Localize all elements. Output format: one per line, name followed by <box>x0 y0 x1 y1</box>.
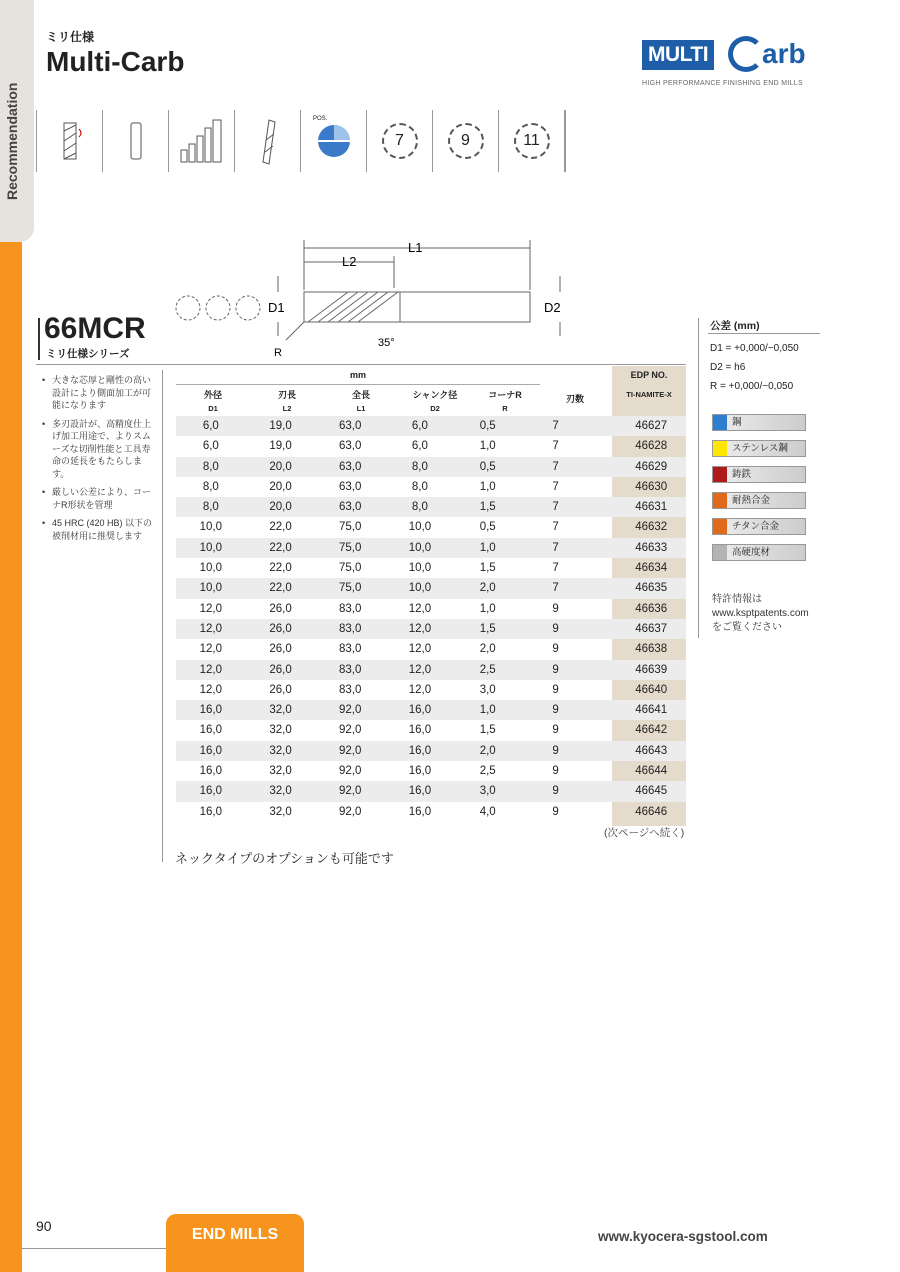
edp-cell: 46635 <box>635 582 668 595</box>
tolerance-d1: D1 = +0,000/−0,050 <box>710 343 799 354</box>
material-item <box>712 466 806 483</box>
feature-item: • 多刃設計が、高精度仕上げ加工用途で、よりスムーズな切削性能と工具寿命の延長をもたらします。 <box>40 418 155 481</box>
side-label: Recommendation <box>4 82 20 200</box>
table-cell: 16,0 <box>199 785 223 798</box>
table-row <box>176 538 686 558</box>
table-cell: 7 <box>552 501 559 514</box>
table-cell: 26,0 <box>269 602 292 615</box>
table-cell: 10,0 <box>199 582 223 595</box>
table-cell: 6,0 <box>411 440 428 453</box>
edp-cell: 46638 <box>635 643 668 656</box>
table-cell: 63,0 <box>339 460 362 473</box>
flute-count-9-icon: 9 <box>432 110 498 172</box>
table-cell: 12,0 <box>408 683 432 696</box>
table-cell: 16,0 <box>408 744 432 757</box>
table-cell: 1,5 <box>479 562 496 575</box>
col-header: 刃長 L2 <box>277 390 296 413</box>
table-cell: 1,5 <box>479 724 496 737</box>
table-cell: 8,0 <box>411 501 428 514</box>
table-cell: 75,0 <box>339 521 362 534</box>
table-cell: 12,0 <box>199 622 223 635</box>
table-cell: 7 <box>552 480 559 493</box>
feature-item: • 厳しい公差により、コーナR形状を管理 <box>40 486 155 511</box>
table-cell: 3,0 <box>479 683 496 696</box>
logo-tagline: HIGH PERFORMANCE FINISHING END MILLS <box>642 80 803 87</box>
table-cell: 9 <box>552 785 559 798</box>
table-cell: 9 <box>552 704 559 717</box>
material-label: 耐熱合金 <box>732 495 771 506</box>
dim-l1: L1 <box>408 240 423 255</box>
table-row <box>176 700 686 720</box>
table-cell: 12,0 <box>408 602 432 615</box>
feature-item: • 45 HRC (420 HB) 以下の被削材用に推奨します <box>40 517 155 542</box>
edp-cell: 46645 <box>635 785 668 798</box>
table-cell: 9 <box>552 683 559 696</box>
table-cell: 10,0 <box>408 562 432 575</box>
table-cell: 16,0 <box>408 724 432 737</box>
table-cell: 22,0 <box>269 582 292 595</box>
table-cell: 16,0 <box>408 805 432 818</box>
helix-angle-icon <box>36 110 102 172</box>
table-row <box>176 660 686 680</box>
material-label: 鋳鉄 <box>732 469 752 480</box>
table-cell: 92,0 <box>339 724 362 737</box>
table-cell: 8,0 <box>202 480 219 493</box>
table-cell: 10,0 <box>199 562 223 575</box>
table-cell: 26,0 <box>269 622 292 635</box>
table-cell: 16,0 <box>199 765 223 778</box>
edp-cell: 46632 <box>635 521 668 534</box>
length-variants-icon <box>168 110 234 172</box>
column-divider <box>162 370 163 862</box>
table-cell: 2,0 <box>479 744 496 757</box>
edp-cell: 46627 <box>635 420 668 432</box>
material-swatch <box>713 415 727 430</box>
table-cell: 1,0 <box>479 541 496 554</box>
unit-label: mm <box>349 370 366 380</box>
flute-helix-icon <box>234 110 300 172</box>
table-cell: 83,0 <box>339 663 362 676</box>
edp-cell: 46640 <box>635 683 668 696</box>
material-swatch <box>713 493 727 508</box>
material-swatch <box>713 441 727 456</box>
table-cell: 0,5 <box>479 460 496 473</box>
product-series: ミリ仕様シリーズ <box>46 348 130 360</box>
table-cell: 83,0 <box>339 622 362 635</box>
table-cell: 75,0 <box>339 582 362 595</box>
dim-r: R <box>274 347 282 356</box>
pos-rake-icon <box>300 110 366 172</box>
table-cell: 63,0 <box>339 501 362 514</box>
footer-url[interactable]: www.kyocera-sgstool.com <box>598 1229 768 1244</box>
table-cell: 83,0 <box>339 602 362 615</box>
table-cell: 8,0 <box>202 501 219 514</box>
material-item <box>712 440 806 457</box>
table-cell: 26,0 <box>269 663 292 676</box>
table-row <box>176 578 686 598</box>
table-cell: 32,0 <box>269 704 292 717</box>
edp-cell: 46639 <box>635 663 668 676</box>
col-header: シャンク径 D2 <box>412 390 458 413</box>
table-cell: 9 <box>552 663 559 676</box>
edp-coating: TI-NAMITE-X <box>626 390 672 399</box>
table-cell: 16,0 <box>199 724 223 737</box>
feature-icon-strip <box>36 110 566 172</box>
material-label: チタン合金 <box>732 521 780 532</box>
table-cell: 20,0 <box>269 460 292 473</box>
table-cell: 32,0 <box>269 805 292 818</box>
logo-carb: arb <box>762 38 806 69</box>
edp-cell: 46641 <box>635 704 668 717</box>
table-cell: 9 <box>552 622 559 635</box>
material-label: ステンレス鋼 <box>732 443 788 454</box>
table-cell: 10,0 <box>408 582 432 595</box>
material-item <box>712 414 806 431</box>
edp-cell: 46634 <box>635 562 668 575</box>
col-header: コーナR R <box>488 390 522 413</box>
shank-icon <box>102 110 168 172</box>
material-label: 高硬度材 <box>732 547 771 558</box>
table-cell: 12,0 <box>408 663 432 676</box>
table-cell: 12,0 <box>408 622 432 635</box>
table-cell: 9 <box>552 805 559 818</box>
table-cell: 12,0 <box>199 602 223 615</box>
table-cell: 7 <box>552 541 559 554</box>
table-cell: 1,5 <box>479 622 496 635</box>
table-cell: 2,5 <box>479 765 496 778</box>
table-cell: 10,0 <box>408 541 432 554</box>
pos-label: POS. <box>313 116 328 122</box>
table-cell: 9 <box>552 724 559 737</box>
col-header: 全長 L1 <box>351 390 370 413</box>
table-cell: 32,0 <box>269 785 292 798</box>
material-item <box>712 492 806 509</box>
material-swatch <box>713 545 727 560</box>
table-cell: 16,0 <box>199 805 223 818</box>
logo-multi: MULTI <box>642 40 714 70</box>
icon-strip-end <box>564 110 566 172</box>
table-cell: 6,0 <box>202 420 219 432</box>
table-cell: 0,5 <box>479 420 496 432</box>
table-row <box>176 619 686 639</box>
table-cell: 32,0 <box>269 744 292 757</box>
table-cell: 92,0 <box>339 744 362 757</box>
table-row <box>176 761 686 781</box>
table-cell: 75,0 <box>339 562 362 575</box>
table-cell: 9 <box>552 744 559 757</box>
edp-cell: 46633 <box>635 541 668 554</box>
table-cell: 7 <box>552 460 559 473</box>
table-cell: 6,0 <box>411 420 428 432</box>
table-cell: 83,0 <box>339 683 362 696</box>
continued-note: (次ページへ続く) <box>604 827 685 839</box>
edp-header: EDP NO. <box>630 370 668 380</box>
table-row <box>176 457 686 477</box>
tolerance-title: 公差 (mm) <box>710 320 760 332</box>
table-row <box>176 436 686 456</box>
product-divider <box>36 364 686 365</box>
edp-cell: 46630 <box>635 480 668 493</box>
tolerance-rule <box>708 333 820 334</box>
table-cell: 2,0 <box>479 643 496 656</box>
feature-item: • 大きな芯厚と剛性の高い設計により側面加工が可能になります <box>40 374 155 412</box>
table-cell: 12,0 <box>408 643 432 656</box>
table-cell: 16,0 <box>408 765 432 778</box>
table-cell: 22,0 <box>269 521 292 534</box>
table-row <box>176 639 686 659</box>
table-cell: 75,0 <box>339 541 362 554</box>
table-cell: 26,0 <box>269 683 292 696</box>
dim-d2: D2 <box>544 300 561 315</box>
table-cell: 8,0 <box>202 460 219 473</box>
edp-cell: 46628 <box>635 440 668 453</box>
tolerance-r: R = +0,000/−0,050 <box>710 381 794 392</box>
table-row <box>176 599 686 619</box>
table-cell: 7 <box>552 420 559 432</box>
table-cell: 1,0 <box>479 480 496 493</box>
page-number: 90 <box>36 1218 52 1234</box>
table-cell: 19,0 <box>269 420 292 432</box>
page-title: Multi-Carb <box>46 46 185 77</box>
table-cell: 1,0 <box>479 440 496 453</box>
edp-cell: 46643 <box>635 744 668 757</box>
dim-angle: 35° <box>378 337 395 349</box>
table-cell: 7 <box>552 582 559 595</box>
table-cell: 2,5 <box>479 663 496 676</box>
table-cell: 10,0 <box>199 521 223 534</box>
dim-d1: D1 <box>268 300 285 315</box>
table-cell: 9 <box>552 765 559 778</box>
brand-logo <box>642 36 812 92</box>
table-cell: 4,0 <box>479 805 496 818</box>
table-cell: 2,0 <box>479 582 496 595</box>
table-cell: 63,0 <box>339 480 362 493</box>
product-code: 66MCR <box>44 312 146 345</box>
table-cell: 22,0 <box>269 541 292 554</box>
header-subtitle: ミリ仕様 <box>46 30 95 44</box>
table-cell: 16,0 <box>408 704 432 717</box>
table-row <box>176 477 686 497</box>
neck-note: ネックタイプのオプションも可能です <box>175 851 394 866</box>
table-cell: 7 <box>552 562 559 575</box>
flute-count-11-icon: 11 <box>498 110 564 172</box>
table-cell: 92,0 <box>339 765 362 778</box>
table-cell: 9 <box>552 602 559 615</box>
table-row <box>176 558 686 578</box>
material-swatch <box>713 519 727 534</box>
table-cell: 63,0 <box>339 440 362 453</box>
edp-cell: 46637 <box>635 622 668 635</box>
logo-ring-icon <box>728 36 764 72</box>
table-row <box>176 741 686 761</box>
table-cell: 19,0 <box>269 440 292 453</box>
table-cell: 8,0 <box>411 480 428 493</box>
title-bar <box>38 318 40 360</box>
patent-url[interactable]: www.ksptpatents.com <box>712 608 809 619</box>
table-cell: 32,0 <box>269 724 292 737</box>
table-cell: 10,0 <box>199 541 223 554</box>
section-tab: END MILLS <box>166 1214 304 1272</box>
table-cell: 92,0 <box>339 805 362 818</box>
table-row <box>176 720 686 740</box>
table-cell: 9 <box>552 643 559 656</box>
table-cell: 26,0 <box>269 643 292 656</box>
table-cell: 6,0 <box>202 440 219 453</box>
table-row <box>176 781 686 801</box>
table-cell: 20,0 <box>269 480 292 493</box>
table-cell: 16,0 <box>199 744 223 757</box>
table-cell: 16,0 <box>408 785 432 798</box>
table-cell: 1,0 <box>479 704 496 717</box>
table-body <box>176 416 686 822</box>
edp-cell: 46644 <box>635 765 668 778</box>
table-cell: 92,0 <box>339 704 362 717</box>
edp-cell: 46636 <box>635 602 668 615</box>
flute-count-7-icon: 7 <box>366 110 432 172</box>
feature-list <box>40 374 155 548</box>
table-cell: 10,0 <box>408 521 432 534</box>
table-cell: 16,0 <box>199 704 223 717</box>
table-cell: 92,0 <box>339 785 362 798</box>
footer-rule <box>22 1248 168 1249</box>
table-cell: 20,0 <box>269 501 292 514</box>
table-cell: 83,0 <box>339 643 362 656</box>
table-cell: 63,0 <box>339 420 362 432</box>
edp-cell: 46646 <box>635 805 668 818</box>
table-cell: 0,5 <box>479 521 496 534</box>
table-cell: 1,5 <box>479 501 496 514</box>
table-cell: 1,0 <box>479 602 496 615</box>
edp-cell: 46631 <box>635 501 668 514</box>
unit-rule <box>176 384 540 385</box>
col-header: 刃数 <box>565 394 584 404</box>
table-cell: 12,0 <box>199 663 223 676</box>
table-row <box>176 416 686 436</box>
table-cell: 7 <box>552 521 559 534</box>
table-cell: 22,0 <box>269 562 292 575</box>
material-item <box>712 518 806 535</box>
material-label: 鋼 <box>732 417 742 428</box>
table-cell: 8,0 <box>411 460 428 473</box>
right-divider <box>698 318 699 638</box>
table-cell: 3,0 <box>479 785 496 798</box>
table-cell: 32,0 <box>269 765 292 778</box>
tool-drawing <box>168 236 588 356</box>
col-header: 外径 D1 <box>203 390 222 413</box>
table-row <box>176 680 686 700</box>
table-row <box>176 497 686 517</box>
table-row <box>176 517 686 537</box>
side-band <box>0 242 22 1272</box>
material-swatch <box>713 467 727 482</box>
dim-l2: L2 <box>342 254 357 269</box>
table-cell: 12,0 <box>199 643 223 656</box>
material-item <box>712 544 806 561</box>
patent-info: 特許情報は www.ksptpatents.com をご覧ください <box>712 594 809 633</box>
edp-cell: 46629 <box>635 460 668 473</box>
table-cell: 7 <box>552 440 559 453</box>
table-cell: 12,0 <box>199 683 223 696</box>
edp-cell: 46642 <box>635 724 668 737</box>
table-row <box>176 802 686 822</box>
tolerance-d2: D2 = h6 <box>710 362 746 373</box>
